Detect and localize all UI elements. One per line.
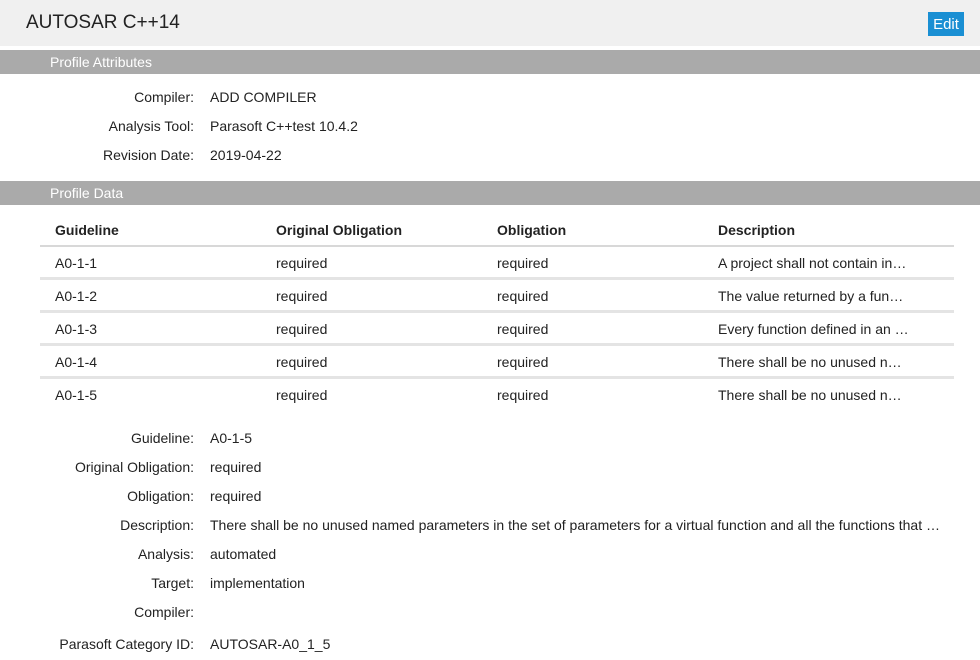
table-row[interactable] — [40, 313, 954, 346]
page-title: AUTOSAR C++14 — [26, 12, 180, 33]
obligation-cell: required — [497, 255, 549, 271]
guideline-cell: A0-1-3 — [55, 321, 98, 337]
detail-original-obligation-label: Original Obligation: — [74, 459, 194, 475]
analysis-tool-value: Parasoft C++test 10.4.2 — [210, 118, 358, 134]
guideline-cell: A0-1-1 — [55, 255, 98, 271]
section-title: Profile Data — [50, 185, 124, 201]
guidelines-table — [40, 214, 954, 409]
description-cell: The value returned by a fun… — [718, 288, 904, 304]
detail-target-label: Target: — [151, 575, 194, 591]
table-header-row — [40, 214, 954, 247]
original-obligation-cell: required — [276, 354, 328, 370]
revision-date-value: 2019-04-22 — [210, 147, 282, 163]
description-cell: There shall be no unused n… — [718, 387, 902, 403]
obligation-cell: required — [497, 321, 549, 337]
original-obligation-cell: required — [276, 321, 328, 337]
original-obligation-cell: required — [276, 255, 328, 271]
detail-guideline-value: A0-1-5 — [210, 430, 253, 446]
detail-category-id-label: Parasoft Category ID: — [59, 636, 194, 652]
profile-data-section-header — [0, 181, 980, 205]
analysis-tool-label: Analysis Tool: — [108, 118, 194, 134]
obligation-cell: required — [497, 354, 549, 370]
detail-category-id-value: AUTOSAR-A0_1_5 — [210, 636, 331, 652]
compiler-value: ADD COMPILER — [210, 89, 317, 105]
guideline-cell: A0-1-2 — [55, 288, 98, 304]
detail-analysis-value: automated — [210, 546, 277, 562]
description-cell: A project shall not contain in… — [718, 255, 907, 271]
description-cell: There shall be no unused n… — [718, 354, 902, 370]
obligation-cell: required — [497, 387, 549, 403]
profile-attributes-section-header — [0, 50, 980, 74]
detail-guideline-label: Guideline: — [130, 430, 194, 446]
column-header-original-obligation[interactable]: Original Obligation — [276, 222, 402, 238]
table-row[interactable] — [40, 280, 954, 313]
compiler-label: Compiler: — [134, 89, 194, 105]
detail-original-obligation-value: required — [210, 459, 262, 475]
table-row[interactable] — [40, 379, 954, 409]
detail-compiler-label: Compiler: — [134, 604, 194, 620]
detail-obligation-value: required — [210, 488, 262, 504]
section-title: Profile Attributes — [50, 54, 152, 70]
guideline-cell: A0-1-4 — [55, 354, 98, 370]
description-cell: Every function defined in an … — [718, 321, 909, 337]
detail-obligation-label: Obligation: — [127, 488, 194, 504]
table-row[interactable] — [40, 346, 954, 379]
revision-date-label: Revision Date: — [102, 147, 194, 163]
column-header-description[interactable]: Description — [718, 222, 796, 238]
detail-description-label: Description: — [120, 517, 194, 533]
detail-description-value: There shall be no unused named parameters in the set of parameters for a virtual function and all the functions that … — [210, 517, 940, 533]
detail-target-value: implementation — [210, 575, 305, 591]
detail-analysis-label: Analysis: — [137, 546, 194, 562]
original-obligation-cell: required — [276, 288, 328, 304]
table-row[interactable] — [40, 247, 954, 280]
original-obligation-cell: required — [276, 387, 328, 403]
column-header-guideline[interactable]: Guideline — [55, 222, 119, 238]
column-header-obligation[interactable]: Obligation — [497, 222, 567, 238]
obligation-cell: required — [497, 288, 549, 304]
edit-button[interactable]: Edit — [928, 12, 964, 36]
page-header — [0, 0, 980, 46]
guideline-cell: A0-1-5 — [55, 387, 98, 403]
